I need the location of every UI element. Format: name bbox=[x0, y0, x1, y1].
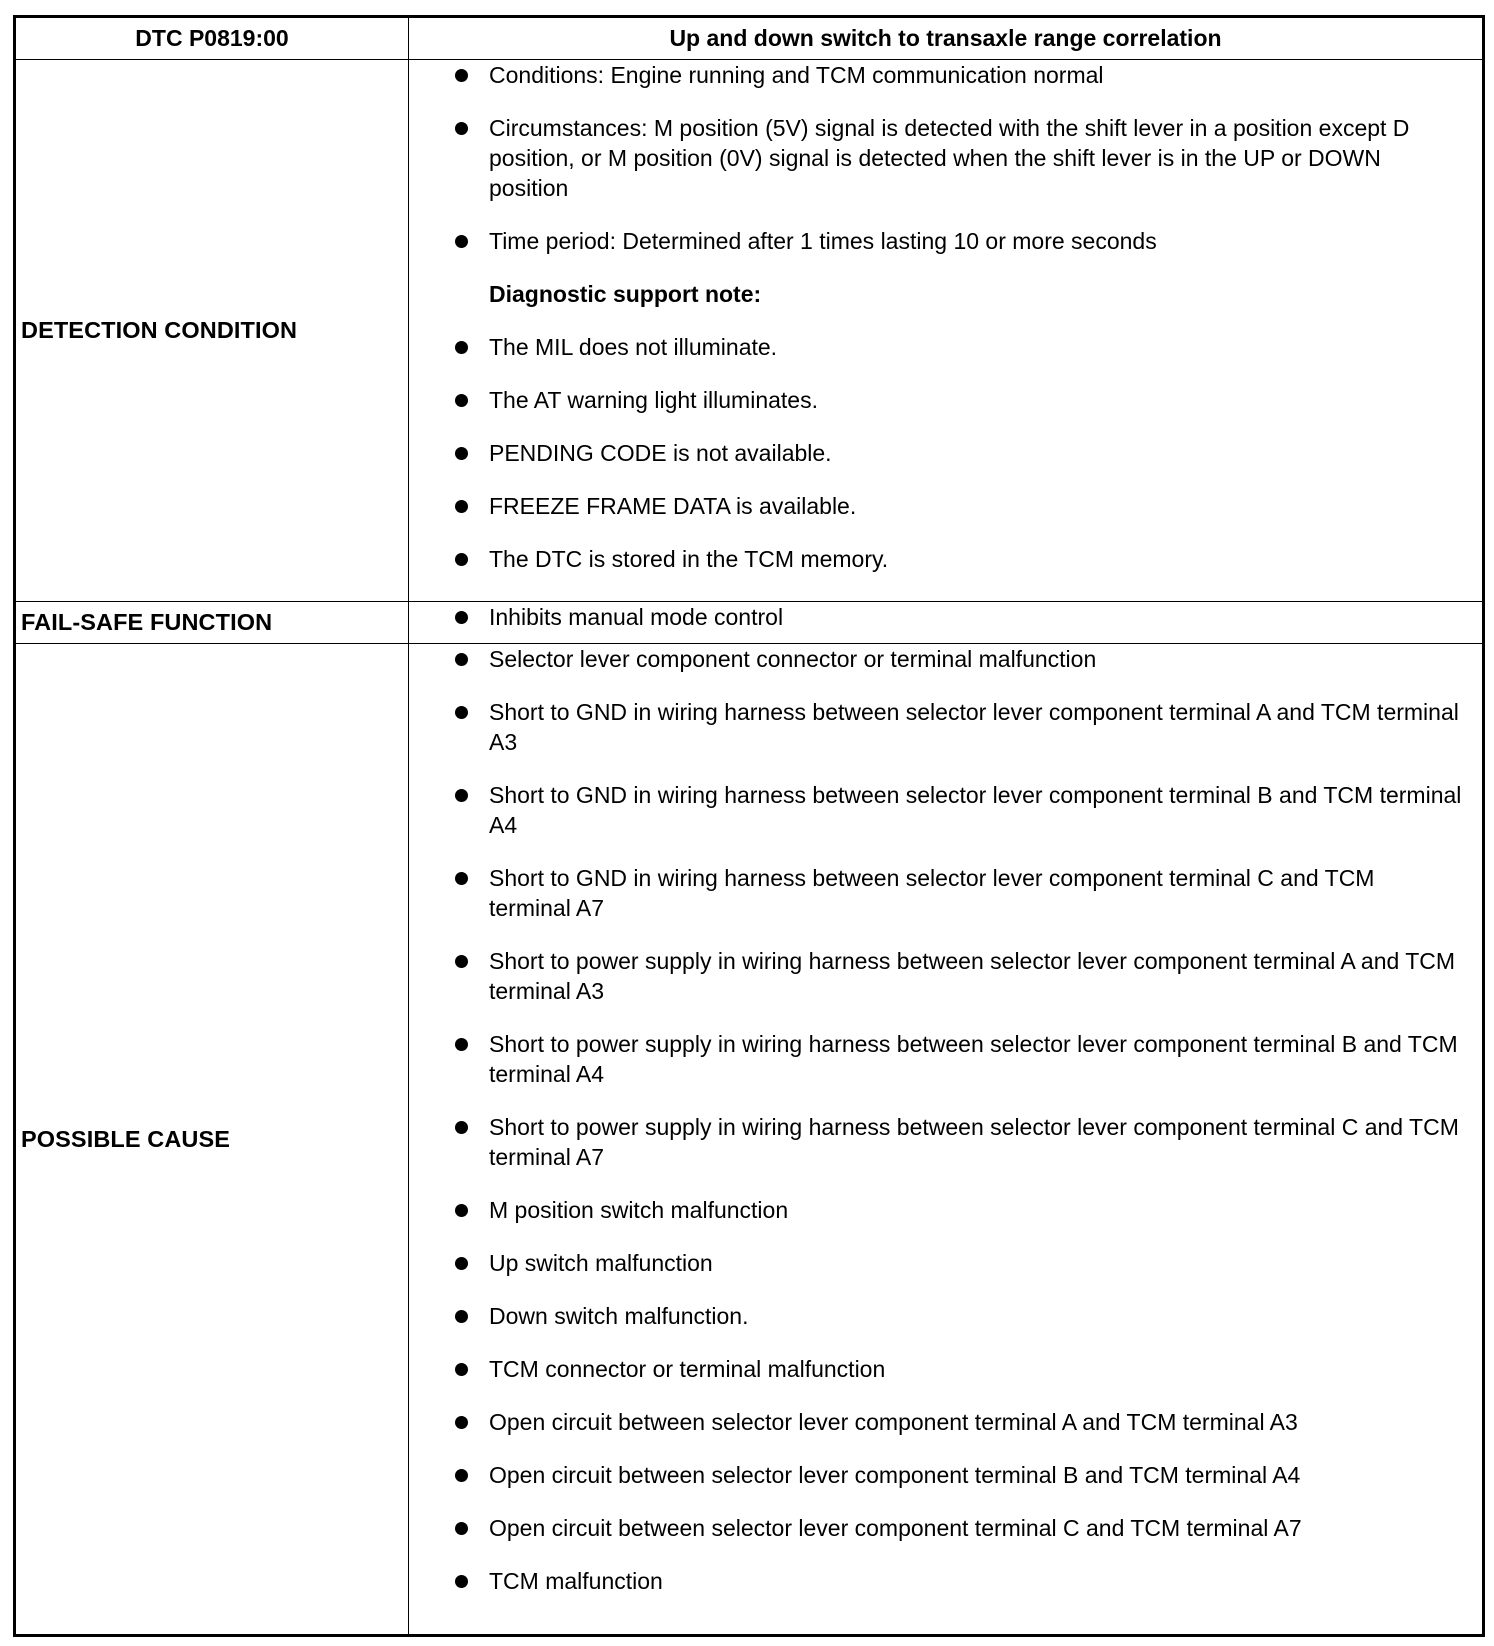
bullet-icon bbox=[455, 1038, 468, 1051]
list-item bbox=[409, 332, 1482, 362]
detection-condition-content bbox=[409, 60, 1482, 602]
bullet-icon bbox=[455, 706, 468, 719]
list-item bbox=[409, 1460, 1482, 1490]
list-item bbox=[409, 385, 1482, 415]
list-item-text: Down switch malfunction. bbox=[489, 1303, 749, 1329]
list-item-text: The MIL does not illuminate. bbox=[489, 334, 778, 360]
list-item-text: FREEZE FRAME DATA is available. bbox=[489, 493, 857, 519]
list-item bbox=[409, 1513, 1482, 1543]
list-item-text: Up switch malfunction bbox=[489, 1250, 713, 1276]
list-item-text: M position switch malfunction bbox=[489, 1197, 789, 1223]
list-item-text: Short to GND in wiring harness between selector lever component terminal A and TCM terminal A3 bbox=[489, 699, 1459, 755]
list-item-text: Open circuit between selector lever component terminal C and TCM terminal A7 bbox=[489, 1515, 1302, 1541]
list-item bbox=[409, 1195, 1482, 1225]
list-item-text: Selector lever component connector or terminal malfunction bbox=[489, 646, 1097, 672]
list-item bbox=[409, 1301, 1482, 1331]
list-item bbox=[409, 1029, 1482, 1089]
bullet-icon bbox=[455, 122, 468, 135]
list-item bbox=[409, 644, 1482, 674]
bullet-icon bbox=[455, 872, 468, 885]
list-item bbox=[409, 946, 1482, 1006]
diagnostic-support-note-heading: Diagnostic support note: bbox=[489, 281, 762, 307]
list-item bbox=[409, 697, 1482, 757]
list-item bbox=[409, 602, 1482, 632]
list-item-text: The AT warning light illuminates. bbox=[489, 387, 818, 413]
list-item-text: Short to power supply in wiring harness between selector lever component terminal C and TCM terminal A7 bbox=[489, 1114, 1459, 1170]
list-item-text: TCM malfunction bbox=[489, 1568, 663, 1594]
possible-cause-label: POSSIBLE CAUSE bbox=[16, 644, 409, 1634]
list-item bbox=[409, 1112, 1482, 1172]
bullet-icon bbox=[455, 500, 468, 513]
bullet-icon bbox=[455, 611, 468, 624]
bullet-icon bbox=[455, 789, 468, 802]
list-item bbox=[409, 863, 1482, 923]
possible-cause-content bbox=[409, 644, 1482, 1634]
possible-cause-list bbox=[409, 644, 1482, 1596]
list-item bbox=[409, 544, 1482, 574]
bullet-icon bbox=[455, 955, 468, 968]
bullet-icon bbox=[455, 235, 468, 248]
list-item-text: Time period: Determined after 1 times lasting 10 or more seconds bbox=[489, 228, 1157, 254]
list-item bbox=[409, 113, 1482, 203]
list-item-text: PENDING CODE is not available. bbox=[489, 440, 832, 466]
bullet-icon bbox=[455, 1416, 468, 1429]
fail-safe-function-content bbox=[409, 602, 1482, 644]
list-item-text: Conditions: Engine running and TCM communication normal bbox=[489, 62, 1104, 88]
list-item bbox=[409, 60, 1482, 90]
fail-safe-function-list bbox=[409, 602, 1482, 632]
list-item bbox=[409, 1354, 1482, 1384]
dtc-title-header: Up and down switch to transaxle range correlation bbox=[409, 18, 1482, 60]
list-item-text: Circumstances: M position (5V) signal is detected with the shift lever in a position except D position, or M position (0V) signal is detected when the shift lever is in the UP or DOWN position bbox=[489, 115, 1410, 201]
bullet-icon bbox=[455, 341, 468, 354]
fail-safe-function-label: FAIL-SAFE FUNCTION bbox=[16, 602, 409, 644]
list-item bbox=[409, 1566, 1482, 1596]
detection-condition-label: DETECTION CONDITION bbox=[16, 60, 409, 602]
bullet-icon bbox=[455, 1575, 468, 1588]
bullet-icon bbox=[455, 1204, 468, 1217]
bullet-icon bbox=[455, 553, 468, 566]
list-item-text: Short to power supply in wiring harness between selector lever component terminal A and TCM terminal A3 bbox=[489, 948, 1456, 1004]
list-item bbox=[409, 1407, 1482, 1437]
list-item-text: Short to power supply in wiring harness between selector lever component terminal B and TCM terminal A4 bbox=[489, 1031, 1458, 1087]
dtc-table bbox=[13, 15, 1485, 1637]
list-item-text: The DTC is stored in the TCM memory. bbox=[489, 546, 889, 572]
list-item bbox=[409, 780, 1482, 840]
detection-condition-list bbox=[409, 60, 1482, 574]
bullet-icon bbox=[455, 447, 468, 460]
list-item-text: Open circuit between selector lever component terminal A and TCM terminal A3 bbox=[489, 1409, 1298, 1435]
list-item bbox=[409, 438, 1482, 468]
list-item-text: Open circuit between selector lever component terminal B and TCM terminal A4 bbox=[489, 1462, 1301, 1488]
list-item bbox=[409, 226, 1482, 256]
bullet-icon bbox=[455, 1363, 468, 1376]
list-item bbox=[409, 1248, 1482, 1278]
bullet-icon bbox=[455, 394, 468, 407]
list-item-text: TCM connector or terminal malfunction bbox=[489, 1356, 886, 1382]
dtc-code-header: DTC P0819:00 bbox=[16, 18, 409, 60]
list-item-text: Short to GND in wiring harness between selector lever component terminal B and TCM terminal A4 bbox=[489, 782, 1462, 838]
list-item-text: Inhibits manual mode control bbox=[489, 604, 784, 630]
bullet-icon bbox=[455, 1310, 468, 1323]
bullet-icon bbox=[455, 1121, 468, 1134]
bullet-icon bbox=[455, 653, 468, 666]
bullet-icon bbox=[455, 1469, 468, 1482]
bullet-icon bbox=[455, 1522, 468, 1535]
bullet-icon bbox=[455, 69, 468, 82]
bullet-icon bbox=[455, 1257, 468, 1270]
list-item-text: Short to GND in wiring harness between selector lever component terminal C and TCM terminal A7 bbox=[489, 865, 1375, 921]
list-item bbox=[409, 491, 1482, 521]
